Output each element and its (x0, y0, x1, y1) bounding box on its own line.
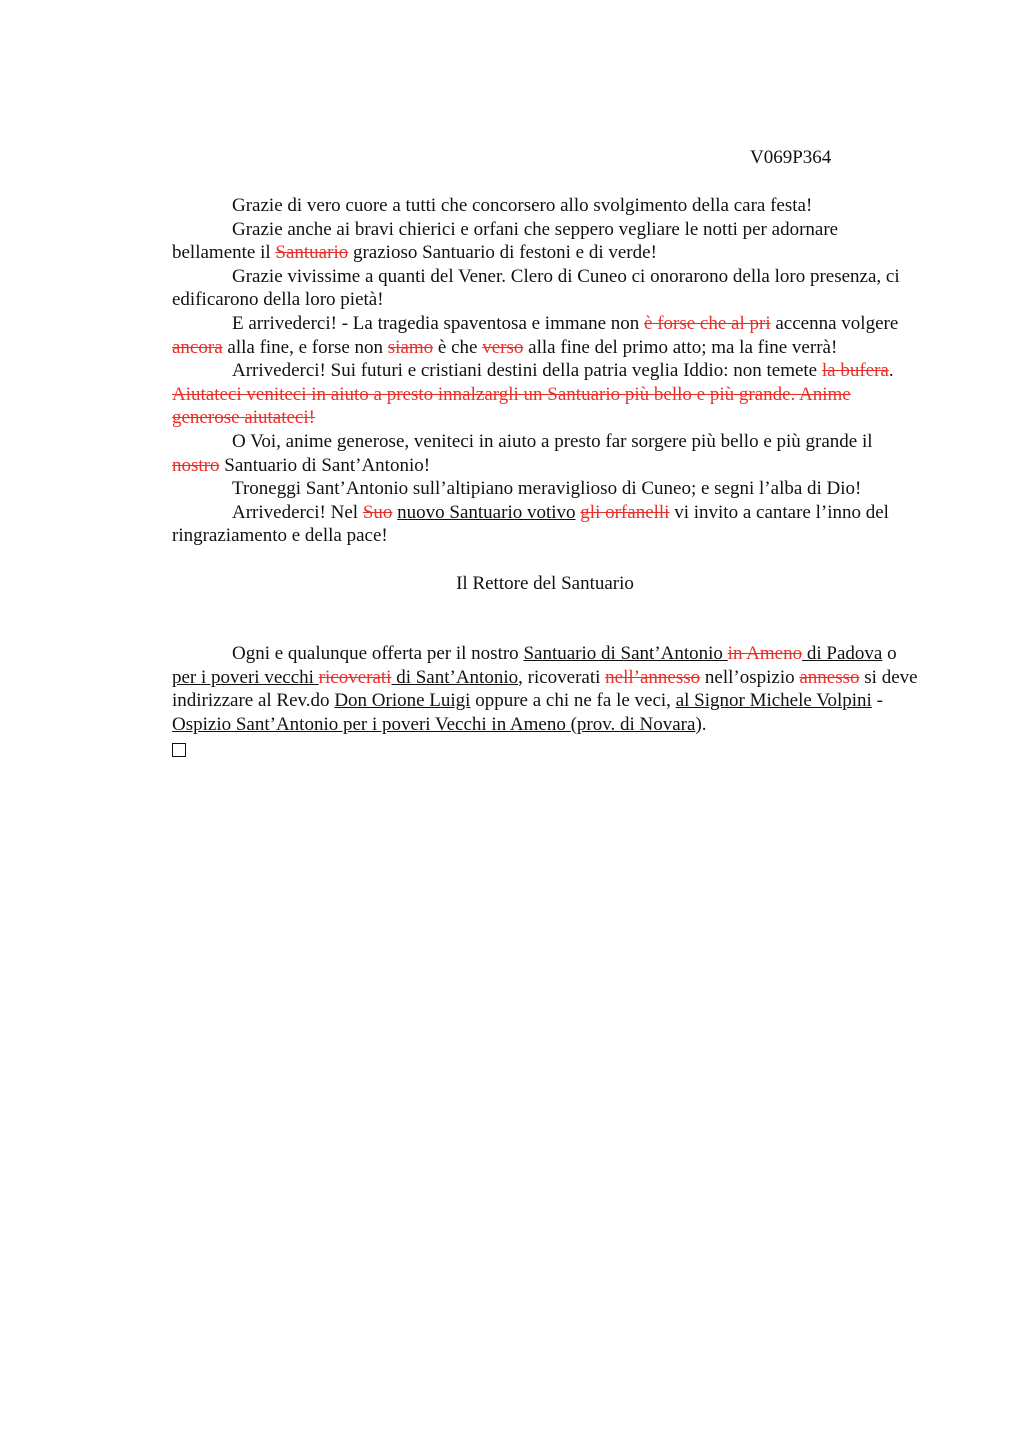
text: alla fine del primo atto; ma la fine verrà! (523, 336, 838, 358)
deleted-text: Suo (362, 501, 393, 523)
document-body (172, 194, 918, 760)
text: Ogni e qualunque offerta per il nostro (232, 643, 524, 665)
deleted-text: in Ameno (727, 643, 803, 665)
text: , ricoverati (518, 666, 606, 688)
paragraph-thanks-all (172, 194, 918, 218)
signature-line: Il Rettore del Santuario (456, 572, 634, 594)
text: - (871, 690, 883, 712)
paragraph-final-arrivederci (172, 501, 918, 548)
deleted-text: Aiutateci veniteci in aiuto a presto innalzargli un Santuario più bello e più grande. Anime generose aiutateci! (172, 383, 851, 429)
text: ). (695, 713, 707, 735)
text: accenna volgere (770, 312, 899, 334)
text: si deve indirizzare al Rev.do (172, 666, 918, 712)
inserted-text: Santuario di Sant’Antonio (523, 643, 728, 665)
text: Arrivederci! Sui futuri e cristiani destini della patria veglia Iddio: non temete (232, 360, 822, 382)
paragraph-tragedy (172, 312, 918, 359)
text: oppure a chi ne fa le veci, (470, 690, 676, 712)
text: è che (433, 336, 483, 358)
deleted-text: Santuario (275, 242, 349, 264)
text: Santuario di Sant’Antonio! (219, 454, 431, 476)
deleted-text: annesso (799, 666, 860, 688)
text: Troneggi Sant’Antonio sull’altipiano meraviglioso di Cuneo; e segni l’alba di Dio! (232, 478, 862, 500)
deleted-text: nostro (172, 454, 220, 476)
text: O Voi, anime generose, veniteci in aiuto a presto far sorgere più bello e più grande il (232, 430, 873, 452)
paragraph-troneggi (172, 477, 918, 501)
text: nell’ospizio (700, 666, 800, 688)
deleted-text: verso (482, 336, 524, 358)
empty-box-icon (172, 743, 186, 757)
deleted-text: la bufera (821, 360, 889, 382)
text: grazioso Santuario di festoni e di verde! (348, 242, 657, 264)
end-marker-line (172, 736, 918, 760)
text: Grazie vivissime a quanti del Vener. Clero di Cuneo ci onorarono della loro presenza, ci edificarono della loro pietà! (172, 265, 900, 311)
inserted-text: di Sant’Antonio (391, 666, 519, 688)
paragraph-arrivederci (172, 359, 918, 430)
paragraph-generous-souls (172, 430, 918, 477)
deleted-text: nell’annesso (605, 666, 701, 688)
text: alla fine, e forse non (222, 336, 388, 358)
text: vi invito a cantare l’inno del ringraziamento e della pace! (172, 501, 889, 547)
document-id: V069P364 (750, 147, 832, 168)
inserted-text: Don Orione Luigi (334, 690, 471, 712)
deleted-text: ricoverati (318, 666, 392, 688)
text: Arrivederci! Nel (232, 501, 363, 523)
paragraph-offer (172, 642, 918, 736)
deleted-text: ancora (172, 336, 223, 358)
paragraph-thanks-clergy (172, 265, 918, 312)
deleted-text: è forse che al pri (644, 312, 771, 334)
text: Grazie di vero cuore a tutti che concorsero allo svolgimento della cara festa! (232, 195, 813, 216)
text: o (882, 643, 897, 665)
inserted-text: di Padova (802, 643, 883, 665)
deleted-text: siamo (387, 336, 434, 358)
paragraph-thanks-clerics (172, 218, 918, 265)
inserted-text: nuovo Santuario votivo (397, 501, 576, 523)
deleted-text: gli orfanelli (580, 501, 670, 523)
inserted-text: al Signor Michele Volpini (675, 690, 872, 712)
inserted-text: per i poveri vecchi (172, 666, 319, 688)
text: E arrivederci! - La tragedia spaventosa e immane non (232, 312, 645, 334)
text: Grazie anche ai bravi chierici e orfani che seppero vegliare le notti per adornare bellamente il (172, 218, 839, 264)
text: . (888, 360, 894, 382)
inserted-text: Ospizio Sant’Antonio per i poveri Vecchi in Ameno (prov. di Novara (172, 713, 696, 735)
